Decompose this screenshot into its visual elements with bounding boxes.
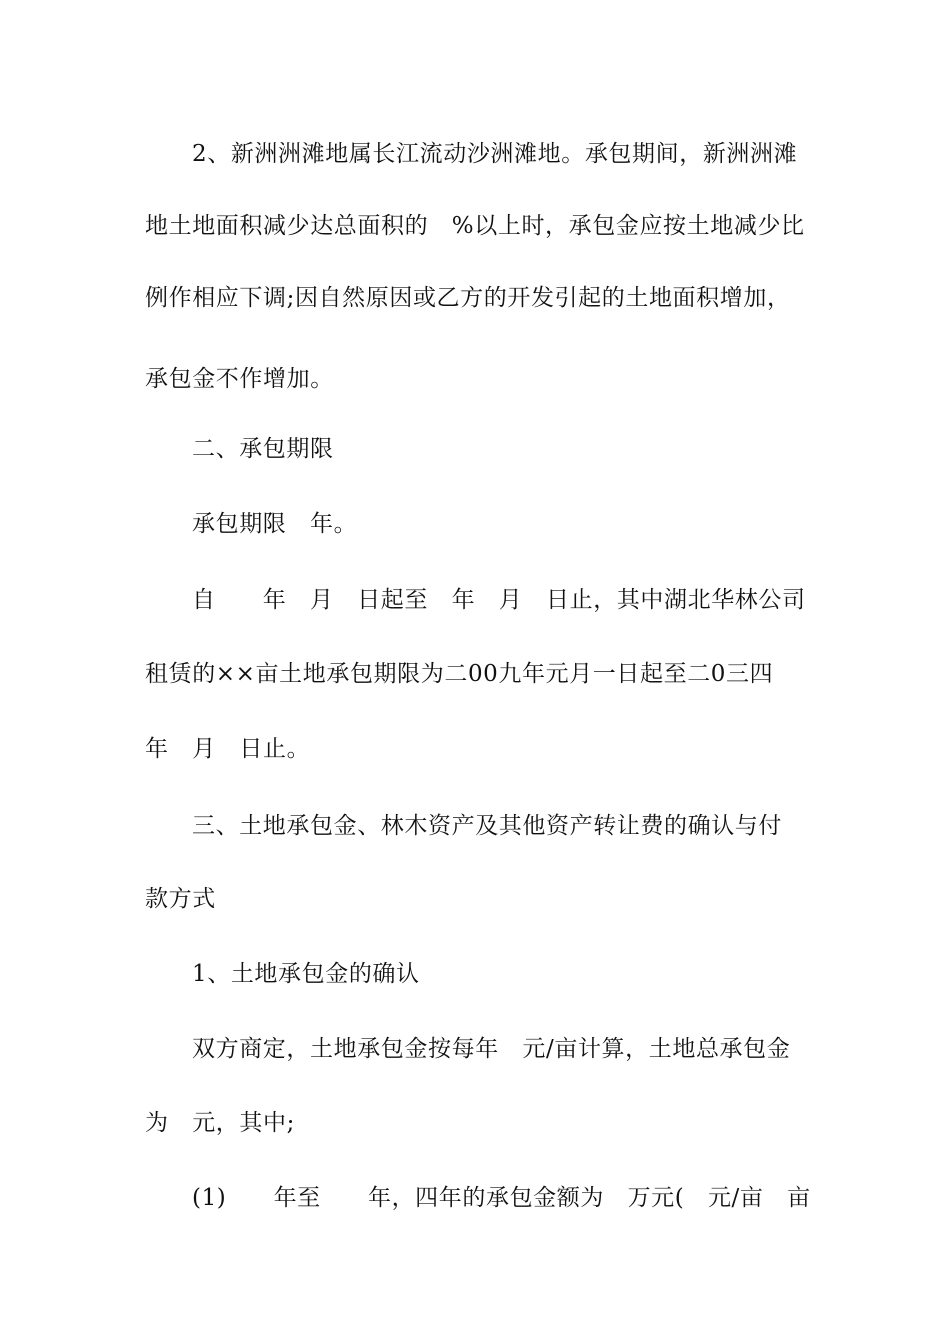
paragraph-line: 2、新洲洲滩地属长江流动沙洲滩地。承包期间，新洲洲滩 [192, 141, 798, 167]
paragraph-line: 例作相应下调;因自然原因或乙方的开发引起的土地面积增加， [145, 285, 791, 311]
paragraph-line: 租赁的××亩土地承包期限为二00九年元月一日起至二0三四 [145, 661, 774, 687]
paragraph-line: 年 月 日止。 [145, 736, 311, 762]
paragraph-line: 地土地面积减少达总面积的 %以上时，承包金应按土地减少比 [145, 213, 805, 239]
section-heading: 款方式 [145, 886, 216, 912]
paragraph-line: 承包期限 年。 [192, 511, 358, 537]
paragraph-line: 承包金不作增加。 [145, 366, 334, 392]
paragraph-line: 自 年 月 日起至 年 月 日止，其中湖北华林公司 [192, 587, 806, 613]
section-heading: 二、承包期限 [192, 436, 334, 462]
paragraph-line: 双方商定，土地承包金按每年 元/亩计算，土地总承包金 [192, 1036, 791, 1062]
subsection-heading: 1、土地承包金的确认 [192, 961, 420, 987]
paragraph-line: 为 元，其中; [145, 1110, 295, 1136]
section-heading: 三、土地承包金、林木资产及其他资产转让费的确认与付 [192, 813, 782, 839]
paragraph-line: (1) 年至 年，四年的承包金额为 万元( 元/亩 亩 [192, 1185, 811, 1211]
